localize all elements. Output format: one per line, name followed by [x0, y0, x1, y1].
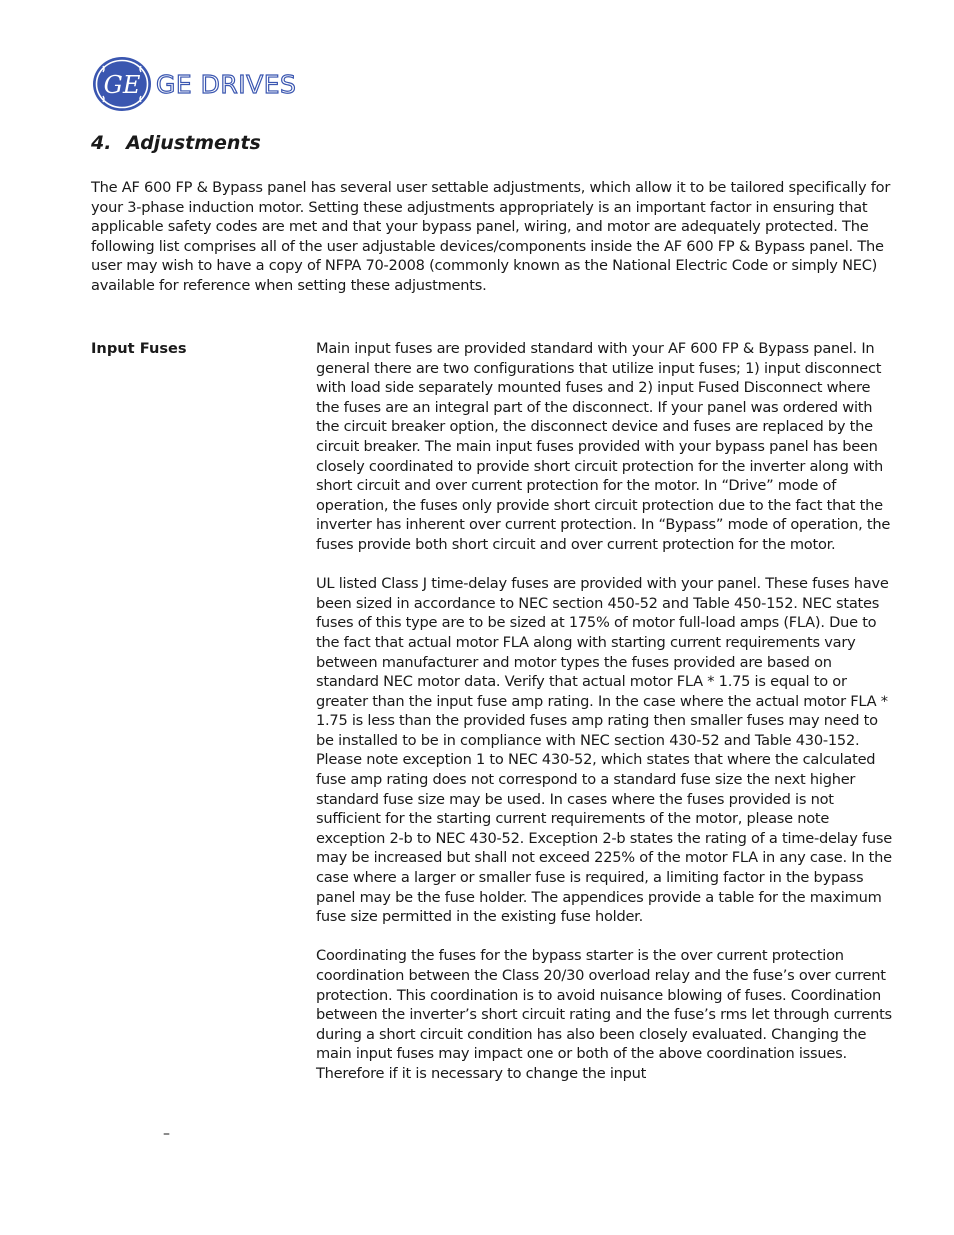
intro-paragraph: The AF 600 FP & Bypass panel has several user settable adjustments, which allow it to be tailored specifically for your 3-phase induction motor. Setting these adjustments appropriately is an important factor in ensuring that applicable safety codes are met and that your bypass panel, wiring, and motor are adequately protected. The following list comprises all of the user adjustable devices/components inside the AF 600 FP & Bypass panel. The user may wish to have a copy of NFPA 70-2008 (commonly known as the National Electric Code or simply NEC) available for reference when setting these adjustments.: [91, 179, 891, 294]
input-fuses-body: [316, 339, 894, 1103]
input-fuses-label: Input Fuses: [91, 340, 187, 357]
input-fuses-paragraph-1: Main input fuses are provided standard with your AF 600 FP & Bypass panel. In general there are two configurations that utilize input fuses; 1) input disconnect with load side separately mounted fuses and 2) input Fused Disconnect where the fuses are an integral part of the disconnect. If your panel was ordered with the circuit breaker option, the disconnect device and fuses are replaced by the circuit breaker. The main input fuses provided with your bypass panel has been closely coordinated to provide short circuit protection for the inverter along with short circuit and over current protection for the motor. In “Drive” mode of operation, the fuses only provide short circuit protection due to the fact that the inverter has inherent over current protection. In “Bypass” mode of operation, the fuses provide both short circuit and over current protection for the motor.: [316, 340, 891, 553]
input-fuses-paragraph-2: UL listed Class J time-delay fuses are provided with your panel. These fuses have been sized in accordance to NEC section 450-52 and Table 450-152. NEC states fuses of this type are to be sized at 175% of motor full-load amps (FLA). Due to the fact that actual motor FLA along with starting current requirements vary between manufacturer and motor types the fuses provided are based on standard NEC motor data. Verify that actual motor FLA * 1.75 is equal to or greater than the input fuse amp rating. In the case where the actual motor FLA * 1.75 is less than the provided fuses amp rating then smaller fuses may need to be installed to be in compliance with NEC section 430-52 and Table 430-152. Please note exception 1 to NEC 430-52, which states that where the calculated fuse amp rating does not correspond to a standard fuse size the next higher standard fuse size may be used. In cases where the fuses provided is not sufficient for the starting current requirements of the motor, please note exception 2-b to NEC 430-52. Exception 2-b states the rating of a time-delay fuse may be increased but shall not exceed 225% of the motor FLA in any case. In the case where a larger or smaller fuse is required, a limiting factor in the bypass panel may be the fuse holder. The appendices provide a table for the maximum fuse size permitted in the existing fuse holder.: [316, 575, 892, 926]
section-number: 4.: [91, 132, 112, 154]
ge-monogram-icon: [92, 56, 152, 112]
footer-mark: –: [163, 1126, 170, 1142]
brand-wordmark: GE DRIVES: [156, 69, 297, 99]
ge-drives-logo: [92, 56, 296, 112]
svg-text:GE: GE: [103, 71, 141, 99]
section-heading: [91, 132, 261, 154]
input-fuses-paragraph-3: Coordinating the fuses for the bypass starter is the over current protection coordination between the Class 20/30 overload relay and the fuse’s over current protection. This coordination is to avoid nuisance blowing of fuses. Coordination between the inverter’s short circuit rating and the fuse’s rms let through currents during a short circuit condition has also been closely evaluated. Changing the main input fuses may impact one or both of the above coordination issues. Therefore if it is necessary to change the input: [316, 947, 892, 1082]
section-title: Adjustments: [126, 132, 261, 154]
